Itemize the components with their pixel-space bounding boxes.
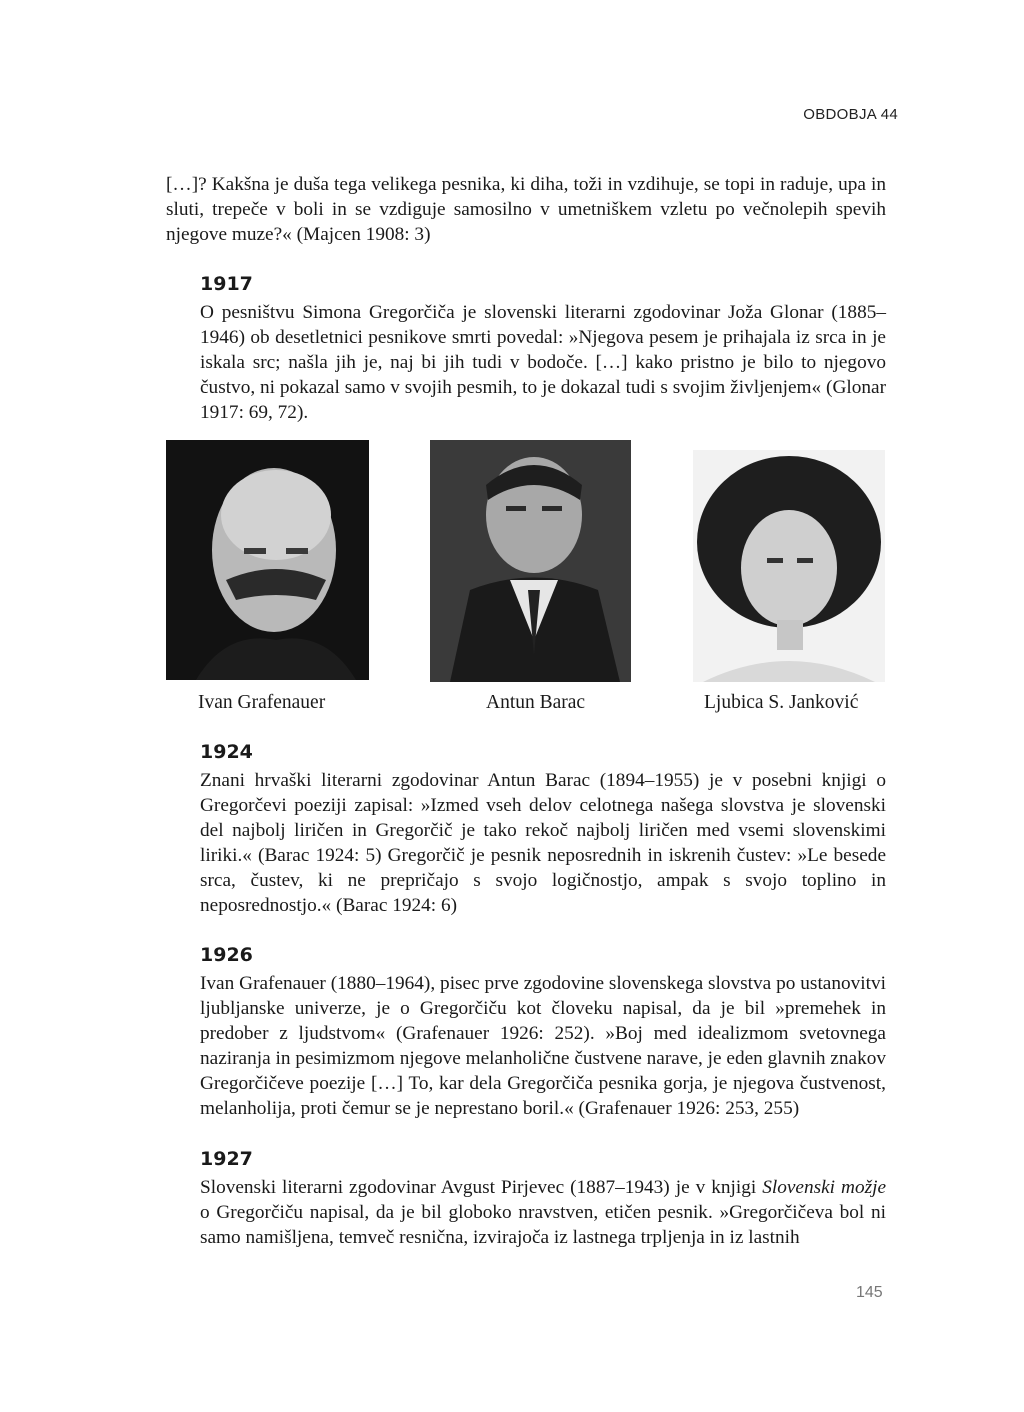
section-paragraph [166,1175,886,1250]
section-year: 1917 [200,273,253,295]
section-1917 [166,272,886,425]
section-year: 1926 [200,944,253,966]
photo-caption: Ivan Grafenauer [198,692,326,713]
photo-ljubica-jankovic [693,450,885,682]
paragraph-text: o Gregorčiču napisal, da je bil globoko nravstven, etičen pesnik. »Gregorčičeva bol ni samo namišljena, temveč resnična, izvirajoča iz lastnega trpljenja in iz lastnih [200,1202,886,1248]
section-1927 [166,1147,886,1250]
section-paragraph: O pesništvu Simona Gregorčiča je slovenski literarni zgodovinar Joža Glonar (1885–1946) ob desetletnici pesnikove smrti povedal: »Njegova pesem je prihajala iz srca in je iskala src; našla jih je, naj bi jih tudi v bodoče. […] kako pristno je bilo to njegovo čustvo, ni pokazal samo v svojih pesmih, to je dokazal tudi s svojim življenjem« (Glonar 1917: 69, 72). [200,302,886,423]
photo-caption: Ljubica S. Janković [704,692,859,713]
section-year: 1924 [200,741,253,763]
section-1926 [166,943,886,1121]
photo-antun-barac [430,440,631,682]
paragraph-text: Slovenski literarni zgodovinar Avgust Pirjevec (1887–1943) je v knjigi [200,1177,763,1198]
section-year: 1927 [200,1148,253,1170]
photo-ivan-grafenauer [166,440,369,680]
running-header: OBDOBJA 44 [803,106,898,123]
intro-block [166,172,886,247]
intro-paragraph: […]? Kakšna je duša tega velikega pesnika, ki diha, toži in vzdihuje, se topi in raduje, upa in sluti, trepeče v boli in se vzdiguje samosilno v umetniškem vzletu po večnolepih spevih njegove muze?« (Majcen 1908: 3) [166,174,886,245]
book-title: Slovenski možje [762,1177,886,1198]
section-1924 [166,740,886,918]
page-number: 145 [856,1284,883,1301]
section-paragraph: Ivan Grafenauer (1880–1964), pisec prve zgodovine slovenskega slovstva po ustanovitvi ljubljanske univerze, je o Gregorčiču kot človeku napisal, da je bil »premehek in predober z ljudstvom« (Grafenauer 1926: 252). »Boj med idealizmom svetovnega naziranja in pesimizmom njegove melanholične čustvene narave, je eden glavnih znakov Gregorčičeve poezije […] To, kar dela Gregorčiča pesnika gorja, je njegova čustvenost, melanholija, proti čemur se je neprestano boril.« (Grafenauer 1926: 253, 255) [200,973,886,1119]
section-paragraph: Znani hrvaški literarni zgodovinar Antun Barac (1894–1955) je v posebni knjigi o Gregorčevi poeziji zapisal: »Izmed vseh delov celotnega našega slovstva je slovenski del najbolj liričen in Gregorčič je tako rekoč najbolj liričen med vsemi slovenskimi liriki.« (Barac 1924: 5) Gregorčič je pesnik neposrednih in iskrenih čustev: »Le besede srca, čustev, ki ne prepričajo s svojo logičnostjo, ampak s svojo toplino in neposrednostjo.« (Barac 1924: 6) [200,770,886,916]
photo-caption: Antun Barac [486,692,586,713]
